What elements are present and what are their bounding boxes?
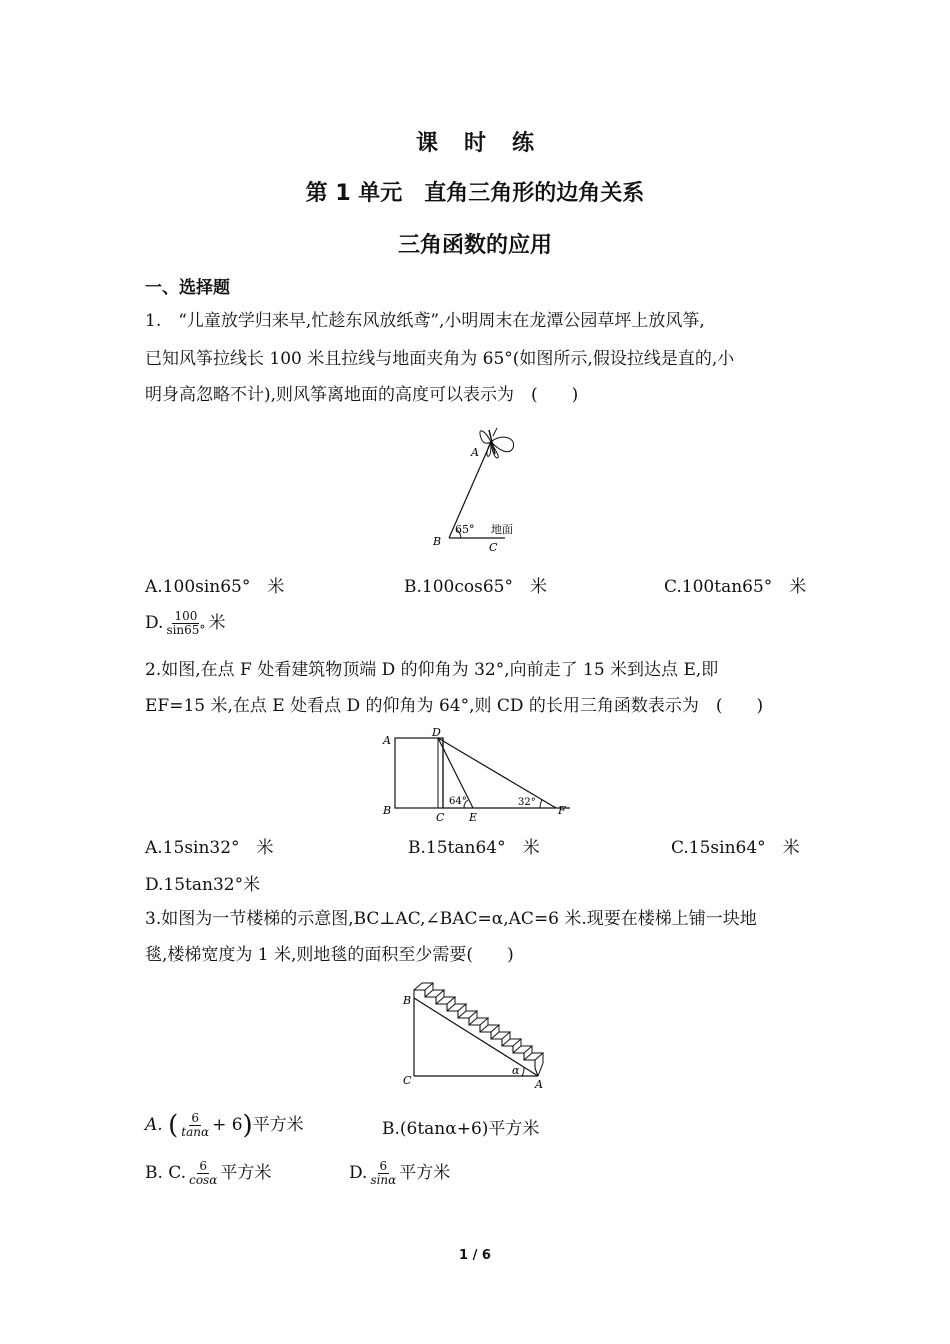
q1-line-2: 已知风筝拉线长 100 米且拉线与地面夹角为 65°(如图所示,假设拉线是直的,小 — [145, 349, 735, 369]
q1-option-d-unit: 米 — [208, 613, 226, 633]
label-E: E — [469, 811, 478, 824]
q1-option-c[interactable]: C.100tan65° 米 — [664, 577, 807, 597]
q3-option-c-unit: 平方米 — [220, 1163, 272, 1183]
label-angle-64: 64° — [449, 796, 467, 807]
q1-option-b[interactable]: B.100cos65° 米 — [404, 577, 547, 597]
kite-icon — [480, 428, 514, 458]
fraction-denominator: cosα — [189, 1173, 218, 1187]
label-D: D — [432, 728, 441, 739]
q1-line-1: 1. “儿童放学归来早,忙趁东风放纸鸢”,小明周末在龙潭公园草坪上放风筝, — [145, 311, 705, 331]
q3-option-b[interactable]: B.(6tanα+6)平方米 — [382, 1119, 540, 1139]
q1-option-d[interactable] — [145, 608, 225, 637]
q3-option-d-unit: 平方米 — [399, 1163, 451, 1183]
label-A: A — [471, 446, 479, 459]
building-figure — [380, 728, 580, 826]
q2-line-1: 2.如图,在点 F 处看建筑物顶端 D 的仰角为 32°,向前走了 15 米到达点 E,即 — [145, 660, 719, 680]
building-rect — [395, 738, 443, 808]
label-ground: 地面 — [491, 523, 513, 536]
q2-option-c[interactable]: C.15sin64° 米 — [671, 838, 800, 858]
label-F: F — [558, 804, 566, 817]
q3-option-c-prefix: B. C. — [145, 1163, 187, 1183]
section-heading: 一、选择题 — [145, 278, 230, 298]
q1-line-3: 明身高忽略不计),则风筝离地面的高度可以表示为 ( ) — [145, 385, 579, 405]
q3-option-a[interactable]: A. ( $\frac{6}{\tan\alpha}$ + 6)平方米 — [145, 1110, 304, 1141]
q3-option-a-unit: 平方米 — [252, 1115, 304, 1135]
fraction-denominator: sinα — [370, 1173, 397, 1187]
q2-line-2: EF=15 米,在点 E 处看点 D 的仰角为 64°,则 CD 的长用三角函数表示为 ( ) — [145, 696, 764, 716]
label-alpha: α — [512, 1064, 520, 1077]
label-B: B — [403, 994, 412, 1007]
q1-option-d-fraction — [164, 610, 207, 637]
q3-line-1: 3.如图为一节楼梯的示意图,BC⊥AC,∠BAC=α,AC=6 米.现要在楼梯上铺一块地 — [145, 909, 757, 929]
kite-figure — [425, 420, 535, 555]
label-B: B — [383, 804, 392, 817]
q3-option-c[interactable] — [145, 1158, 271, 1187]
stairs-figure — [398, 978, 558, 1093]
label-C: C — [403, 1074, 412, 1087]
q3-option-d[interactable] — [349, 1158, 450, 1187]
angle-arc-alpha — [522, 1068, 524, 1076]
q1-option-d-prefix: D. — [145, 613, 164, 633]
lesson-title: 三角函数的应用 — [397, 233, 552, 258]
unit-title: 第 1 单元 直角三角形的边角关系 — [305, 181, 645, 206]
q2-option-a[interactable]: A.15sin32° 米 — [145, 838, 274, 858]
fraction-numerator: 6 — [199, 1159, 208, 1173]
fraction-denominator: tanα — [181, 1125, 210, 1139]
q3-option-d-fraction — [368, 1160, 398, 1187]
angle-arc-32 — [540, 800, 542, 808]
label-A: A — [383, 734, 391, 747]
q3-line-2: 毯,楼梯宽度为 1 米,则地毯的面积至少需要( ) — [145, 945, 514, 965]
q1-option-a[interactable]: A.100sin65° 米 — [145, 577, 285, 597]
q3-option-a-prefix: A. — [145, 1115, 163, 1135]
label-C: C — [436, 811, 445, 824]
page-number: 1 / 6 — [459, 1248, 491, 1263]
q2-option-d[interactable]: D.15tan32°米 — [145, 875, 261, 895]
q2-option-b[interactable]: B.15tan64° 米 — [408, 838, 540, 858]
label-angle-32: 32° — [518, 797, 536, 808]
label-A: A — [535, 1078, 543, 1091]
q3-option-d-prefix: D. — [349, 1163, 368, 1183]
label-angle-65: 65° — [455, 523, 475, 536]
q3-option-c-fraction — [187, 1160, 219, 1187]
fraction-numerator: 6 — [191, 1111, 199, 1125]
fraction-numerator: 6 — [379, 1159, 388, 1173]
fraction-denominator: sin65° — [166, 623, 206, 637]
q3-option-a-fraction — [179, 1112, 211, 1139]
label-B: B — [433, 535, 442, 548]
label-C: C — [489, 541, 498, 554]
page-title: 课时练 — [415, 131, 560, 156]
fraction-numerator: 100 — [174, 609, 198, 623]
q3-option-a-tail: + 6 — [212, 1115, 243, 1135]
